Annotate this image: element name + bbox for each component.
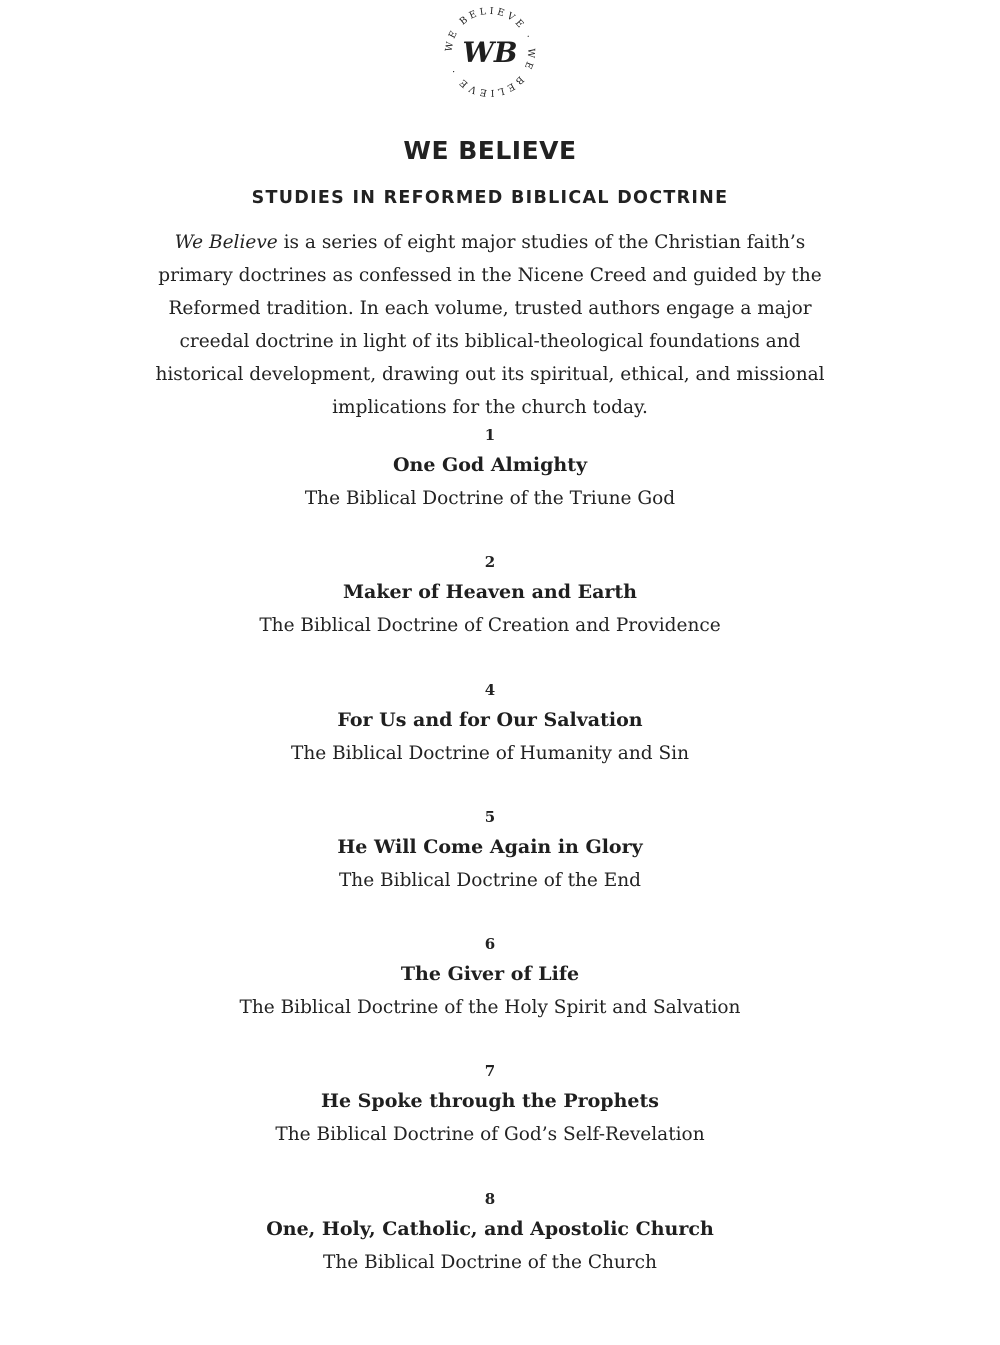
volume-subtitle: The Biblical Doctrine of Humanity and Sin: [291, 742, 689, 764]
intro-text: is a series of eight major studies of the Christian faith’s primary doctrines as confessed in the Nicene Creed and guided by the Reformed tradition. In each volume, trusted authors engage a major creedal doctrine in light of its biblical-theological foundations and historical development, drawing out its spiritual, ethical, and missional implications for the church today.: [155, 232, 825, 418]
volume-item: [0, 930, 980, 1057]
volume-subtitle: The Biblical Doctrine of the End: [338, 869, 642, 891]
logo-monogram: WB: [462, 36, 518, 69]
volume-title: For Us and for Our Salvation: [337, 708, 643, 731]
we-believe-logo: [440, 2, 540, 102]
volume-number: 8: [484, 1189, 496, 1208]
volume-title: Maker of Heaven and Earth: [342, 581, 637, 604]
series-intro: [140, 226, 840, 424]
volume-title: One, Holy, Catholic, and Apostolic Church: [266, 1217, 714, 1240]
volume-number: 5: [484, 807, 496, 826]
series-subtitle: STUDIES IN REFORMED BIBLICAL DOCTRINE: [251, 188, 729, 208]
volume-number: 4: [484, 680, 496, 699]
volume-item: [0, 676, 980, 803]
volume-title: He Spoke through the Prophets: [321, 1090, 659, 1113]
volume-subtitle: The Biblical Doctrine of God’s Self-Revelation: [275, 1124, 705, 1146]
volume-number: 1: [484, 426, 496, 444]
logo-ring-textpath: WE BELIEVE · WE BELIEVE ·: [443, 5, 537, 99]
volume-item: [0, 803, 980, 930]
volume-item: [0, 1057, 980, 1184]
volume-subtitle: The Biblical Doctrine of the Holy Spirit and Salvation: [239, 997, 741, 1019]
seal-icon: [440, 2, 540, 102]
volume-title: He Will Come Again in Glory: [337, 835, 643, 858]
volume-list: [0, 421, 980, 1312]
intro-italic-title: We Believe: [174, 232, 278, 253]
volume-title: One God Almighty: [392, 454, 588, 476]
volume-subtitle: The Biblical Doctrine of the Triune God: [304, 488, 676, 509]
volume-item: [0, 421, 980, 548]
series-title: WE BELIEVE: [403, 136, 577, 165]
volume-number: 2: [484, 553, 496, 572]
volume-subtitle: The Biblical Doctrine of Creation and Providence: [259, 615, 721, 637]
volume-item: [0, 1185, 980, 1312]
volume-subtitle: The Biblical Doctrine of the Church: [323, 1251, 657, 1273]
volume-title: The Giver of Life: [400, 963, 580, 986]
volume-number: 7: [484, 1062, 496, 1081]
volume-number: 6: [484, 935, 496, 954]
volume-item: [0, 548, 980, 675]
